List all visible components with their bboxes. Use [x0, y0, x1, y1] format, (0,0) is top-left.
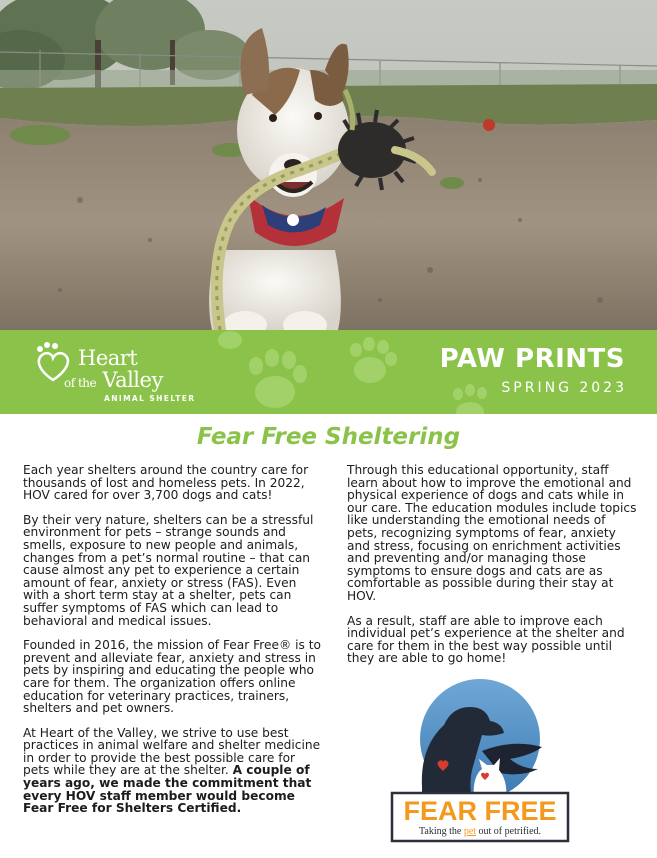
logo-line-valley: of the Valley: [64, 368, 163, 392]
newsletter-season: SPRING 2023: [501, 380, 627, 396]
paragraph-education: Through this educational opportunity, staff learn about how to improve the emotional and physical experience of dogs and cats while in our care. The education modules include topics like understanding the emotional needs of pets, recognizing symptoms of fear, anxiety and stress, focusing on enrichment activities and preventing and/or managing those symptoms to ensure dogs and cats are as comfortable as possible during their stay at HOV.: [347, 463, 637, 603]
commitment-statement: A couple of years ago, we made the commitment that every HOV staff member would become Fear Free for Shelters Certified.: [23, 763, 312, 816]
article-left-column: [23, 464, 323, 827]
newsletter-title: PAW PRINTS: [439, 344, 625, 374]
fear-free-tagline: Taking the pet out of petrified.: [418, 826, 542, 837]
paragraph-result: As a result, staff are able to improve each individual pet’s experience at the shelter and care for them in the best way possible until they are able to go home!: [347, 613, 625, 666]
article-headline: Fear Free Sheltering: [196, 424, 461, 450]
fear-free-logo: [382, 677, 578, 847]
logo-line-heart: Heart: [78, 346, 138, 370]
paragraph-hov-practices: At Heart of the Valley, we strive to use best practices in animal welfare and shelter medicine in order to provide the best possible care for pets while they are at the shelter. A couple of years ago, we made the commitment that every HOV staff member would become Fear Free for Shelters Certified.: [23, 725, 321, 816]
paragraph-shelter-intro: Each year shelters around the country care for thousands of lost and homeless pets. In 2022, HOV cared for over 3,700 dogs and cats!: [23, 463, 309, 503]
red-ball: [483, 119, 495, 131]
logo-line-animal-shelter: ANIMAL SHELTER: [104, 394, 196, 403]
hero-photo: [0, 0, 657, 330]
fear-free-wordmark: FEAR FREE: [403, 796, 557, 826]
heart-of-the-valley-logo: [34, 340, 204, 406]
paragraph-fear-free-mission: Founded in 2016, the mission of Fear Free® is to prevent and alleviate fear, anxiety and stress in pets by inspiring and educating the people who care for them. The organization offers online education for veterinary practices, trainers, shelters and pet owners.: [23, 638, 321, 716]
newsletter-banner: [0, 330, 657, 414]
paragraph-stressful-environment: By their very nature, shelters can be a stressful environment for pets – strange sounds and smells, exposure to new people and animals, changes from a pet’s normal routine – that can cause almost any pet to experience a certain amount of fear, anxiety or stress (FAS). Even with a short term stay at a shelter, pets can suffer symptoms of FAS which can lead to behavioral and medical issues.: [23, 512, 314, 628]
article-right-column: [347, 464, 639, 677]
